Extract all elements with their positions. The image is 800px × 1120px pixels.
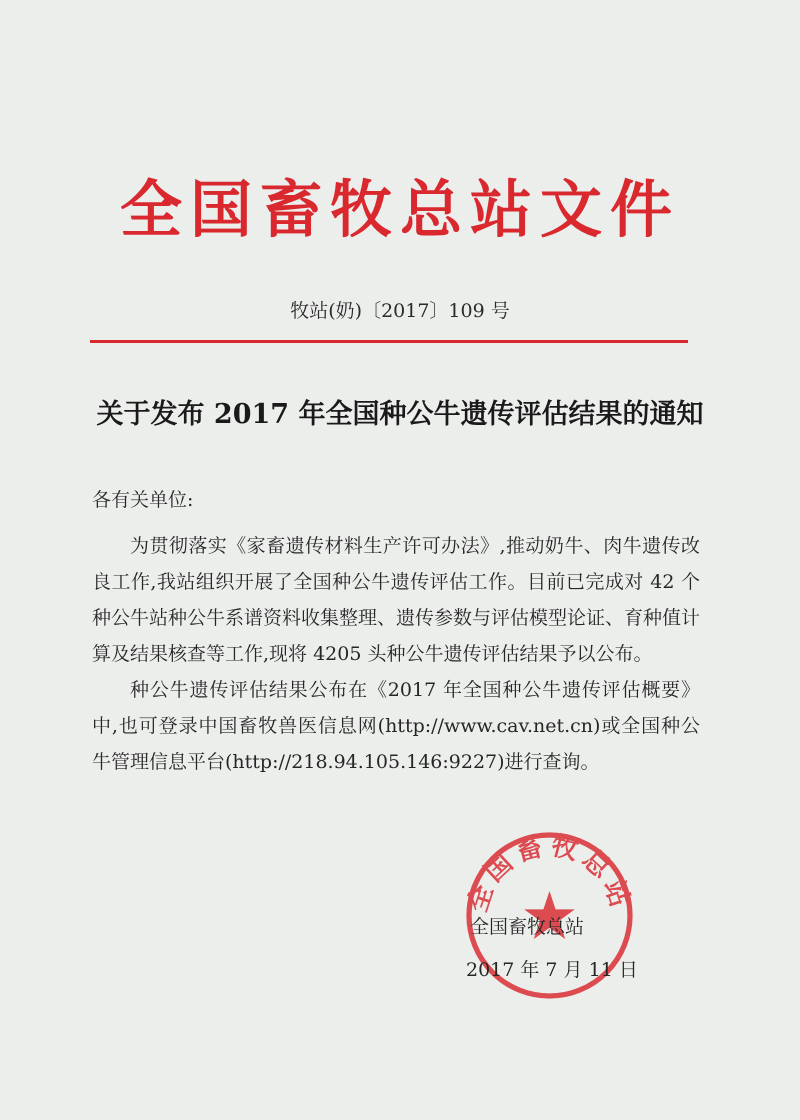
- svg-text:全国畜牧总站: 全国畜牧总站: [462, 831, 637, 916]
- salutation: 各有关单位:: [92, 489, 194, 511]
- paragraph-1: 为贯彻落实《家畜遗传材料生产许可办法》,推动奶牛、肉牛遗传改良工作,我站组织开展了全国种公牛遗传评估工作。目前已完成对 42 个种公牛站种公牛系谱资料收集整理、遗传参数与评估模型论证、育种值计算及结果核查等工作,现将 4205 头种公牛遗传评估结果予以公布。: [92, 535, 701, 665]
- notice-title: 关于发布 2017 年全国种公牛遗传评估结果的通知: [96, 399, 704, 430]
- signature-date: 2017 年 7 月 11 日: [466, 959, 638, 981]
- notice-body: [92, 482, 700, 780]
- signature-org: 全国畜牧总站: [470, 916, 585, 938]
- document-number: 牧站(奶)〔2017〕109 号: [290, 300, 510, 322]
- header-divider: [90, 340, 688, 343]
- document-header-title: 全国畜牧总站文件: [119, 173, 680, 246]
- paragraph-2: 种公牛遗传评估结果公布在《2017 年全国种公牛遗传评估概要》中,也可登录中国畜牧兽医信息网(http://www.cav.net.cn)或全国种公牛管理信息平台(http://218.94.105.146:9227)进行查询。: [92, 679, 700, 773]
